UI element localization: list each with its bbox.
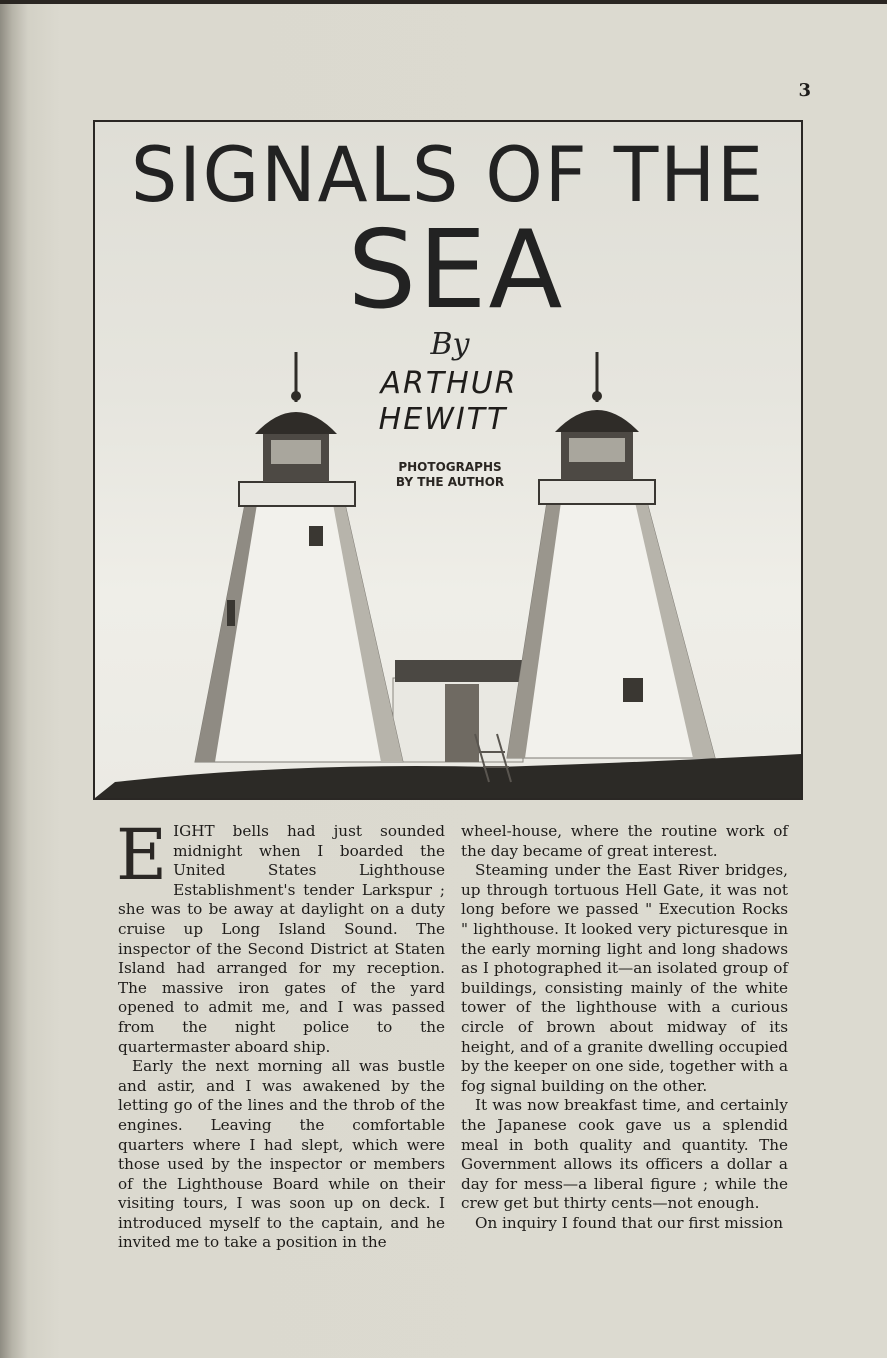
byline-mark: By: [430, 327, 470, 362]
paragraph: Steaming under the East River bridges, up through tortuous Hell Gate, it was not long before we passed " Execution Rocks " lighthouse. It looked very picturesque in the early morning light and long shadows as I photographed it—an isolated group of buildings, consisting mainly of the white tower of the lighthouse with a curious circle of brown about midway of its height, and of a granite dwelling occupied by the keeper on one side, together with a fog signal building on the other.: [461, 861, 788, 1095]
paragraph: wheel-house, where the routine work of the day became of great interest.: [461, 822, 788, 860]
title-line-1: SIGNALS OF THE: [130, 130, 765, 219]
paragraph-text: IGHT bells had just sounded midnight when I boarded the United States Lighthouse Establishment's tender Larkspur ; she was to be away at daylight on a duty cruise up Long Island Sound. The inspector of the Second District at Staten Island had arranged for my reception. The massive iron gates of the yard opened to admit me, and I was passed from the night police to the quartermaster aboard ship.: [118, 822, 445, 1056]
paragraph: It was now breakfast time, and certainly the Japanese cook gave us a splendid meal in both quality and quantity. The Government allows its officers a dollar a day for mess—a liberal figure ; while the crew get but thirty cents—not enough.: [461, 1096, 788, 1213]
page-number: 3: [798, 80, 811, 101]
photo-credit-line-2: BY THE AUTHOR: [395, 475, 505, 489]
drop-cap: E: [116, 814, 168, 896]
paragraph: Early the next morning all was bustle and astir, and I was awakened by the letting go of the lines and the throb of the engines. Leaving the comfortable quarters where I had slept, which were those used by the inspector or members of the Lighthouse Board while on their visiting tours, I was soon up on deck. I introduced myself to the captain, and he invited me to take a position in the: [118, 1057, 445, 1252]
left-column: [116, 814, 445, 1253]
photo-credit-line-1: PHOTOGRAPHS: [398, 460, 502, 474]
right-column: [461, 822, 788, 1233]
author-first-name: ARTHUR: [380, 366, 518, 401]
paragraph: [116, 814, 445, 1057]
top-edge-rule: [0, 0, 887, 4]
lighthouse-photograph: [93, 120, 803, 800]
author-last-name: HEWITT: [378, 402, 508, 437]
paragraph: On inquiry I found that our first mission: [475, 1213, 784, 1232]
title-line-2: SEA: [347, 208, 565, 333]
article-body: [116, 814, 818, 1342]
